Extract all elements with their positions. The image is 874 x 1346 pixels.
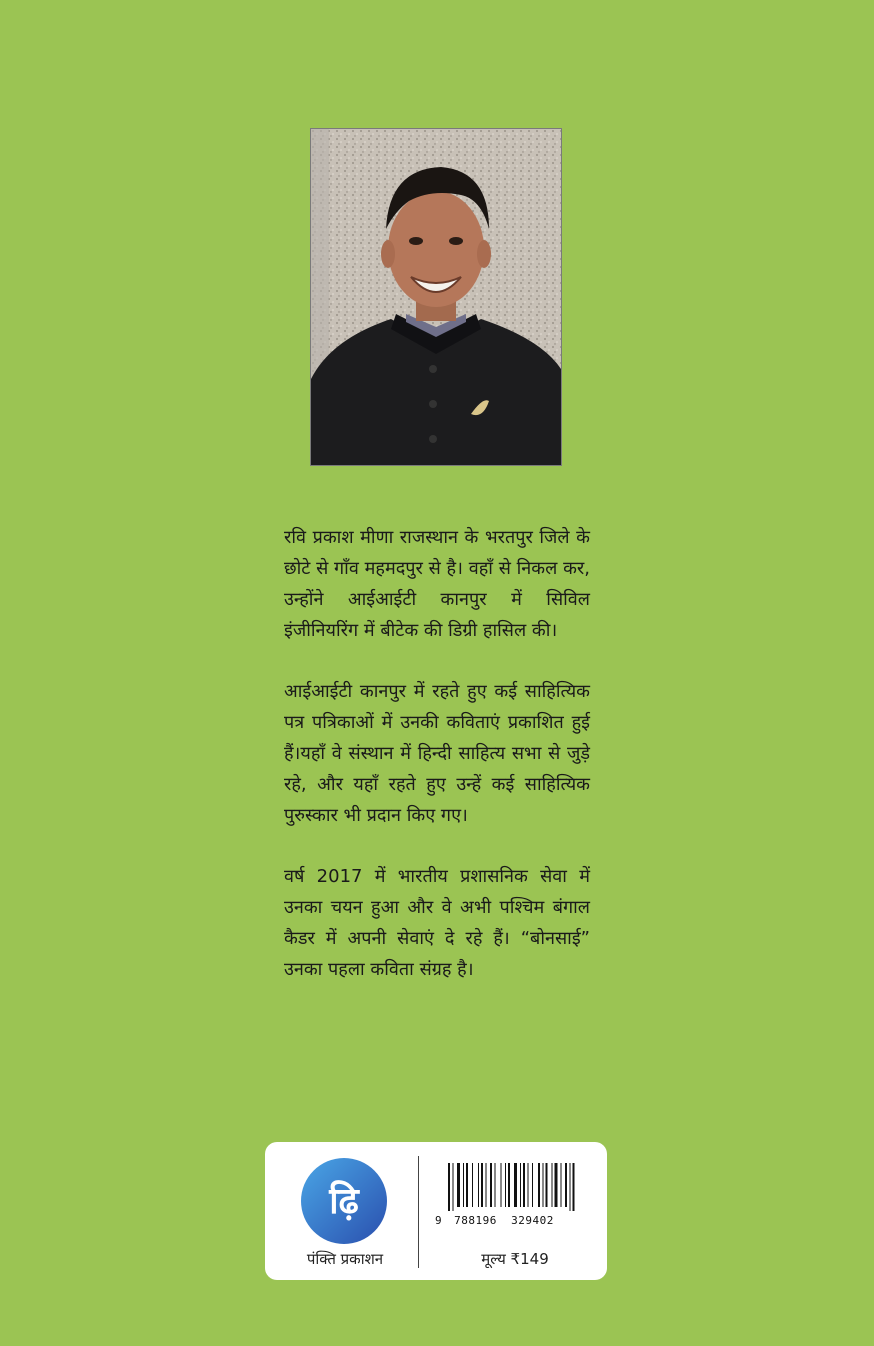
publisher-name: पंक्ति प्रकाशन	[306, 1250, 384, 1268]
logo-glyph: ढ़ि	[329, 1181, 359, 1222]
price-label: मूल्य ₹149	[481, 1250, 549, 1268]
bio-paragraph-3: वर्ष 2017 में भारतीय प्रशासनिक सेवा में उनका चयन हुआ और वे अभी पश्चिम बंगाल कैडर में अपनी सेवाएं दे रहे हैं। “बोनसाई” उनका पहला कविता संग्रह है।	[284, 866, 590, 980]
isbn-number	[435, 1214, 590, 1227]
isbn-group-2: 329402	[511, 1214, 554, 1227]
author-photo	[310, 128, 562, 466]
author-bio	[284, 522, 590, 985]
bio-paragraph-2: आईआईटी कानपुर में रहते हुए कई साहित्यिक पत्र पत्रिकाओं में उनकी कविताएं प्रकाशित हुई हैं।यहाँ वे संस्थान में हिन्दी साहित्य सभा से जुड़े रहे, और यहाँ रहते हुए उन्हें कई साहित्यिक पुरुस्कार भी प्रदान किए गए।	[284, 681, 590, 826]
publisher-logo	[300, 1157, 388, 1245]
isbn-barcode	[447, 1163, 587, 1211]
isbn-group-1: 788196	[454, 1214, 497, 1227]
isbn-lead: 9	[435, 1214, 443, 1227]
bio-paragraph-1: रवि प्रकाश मीणा राजस्थान के भरतपुर जिले के छोटे से गाँव महमदपुर से है। वहाँ से निकल कर, उन्होंने आईआईटी कानपुर में सिविल इंजीनियरिंग में बीटेक की डिग्री हासिल की।	[284, 527, 590, 641]
divider	[418, 1156, 419, 1268]
